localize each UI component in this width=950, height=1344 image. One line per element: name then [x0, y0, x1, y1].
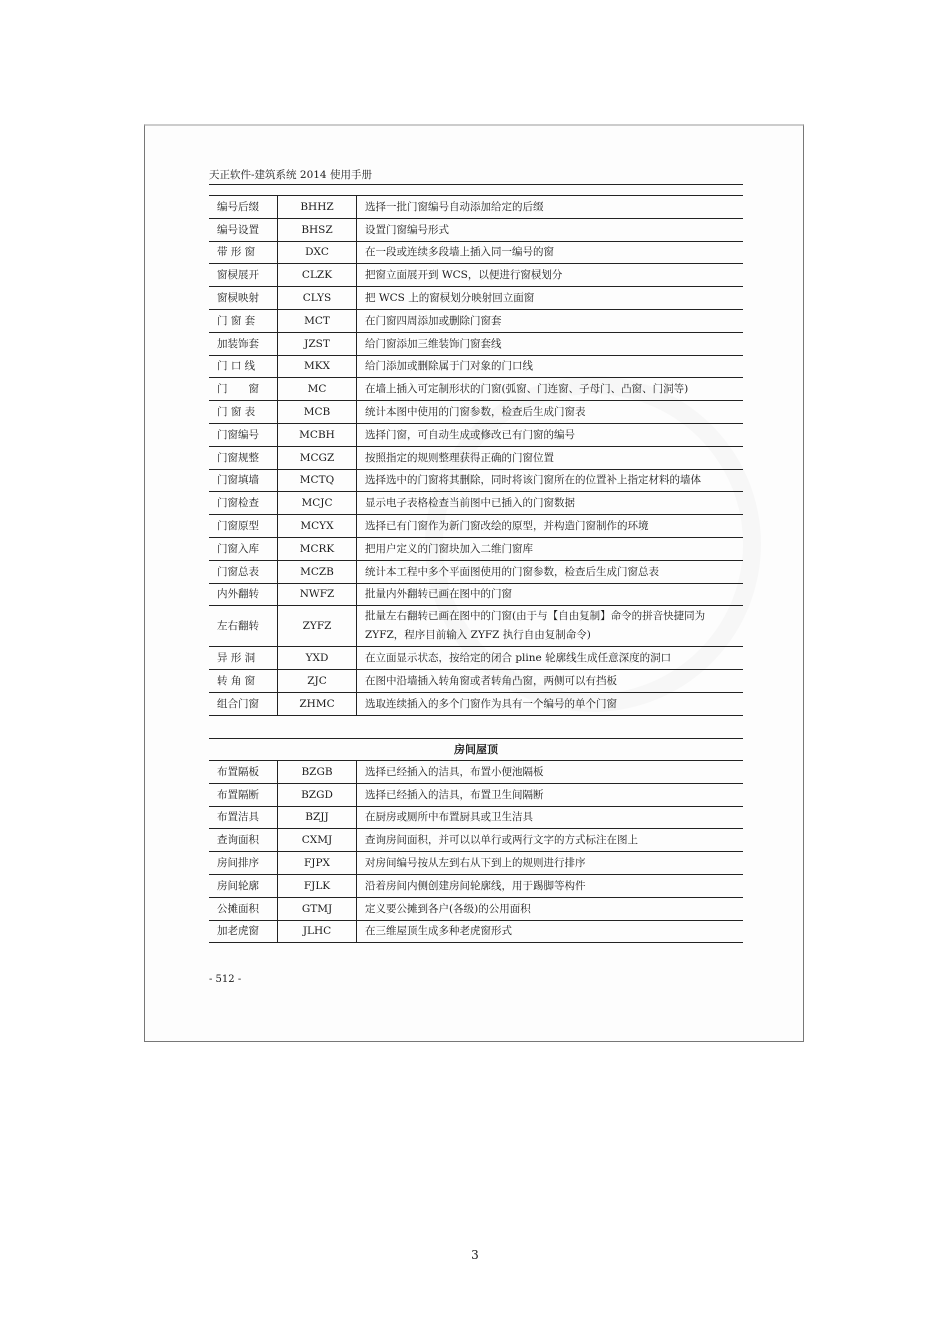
- command-name: 内外翻转: [209, 583, 278, 606]
- command-code: GTMJ: [278, 897, 357, 920]
- command-description: 在厨房或厕所中布置厨具或卫生洁具: [357, 806, 744, 829]
- command-name: 门窗检查: [209, 492, 278, 515]
- table-row: [209, 560, 743, 583]
- command-code: DXC: [278, 241, 357, 264]
- command-code: BZGD: [278, 783, 357, 806]
- command-code: BHHZ: [278, 196, 357, 219]
- command-code: CLYS: [278, 287, 357, 310]
- table-row: [209, 852, 743, 875]
- command-name: 组合门窗: [209, 692, 278, 715]
- command-description: 沿着房间内侧创建房间轮廓线，用于踢脚等构件: [357, 874, 744, 897]
- table-row: [209, 874, 743, 897]
- command-code: MCB: [278, 401, 357, 424]
- command-name: 加老虎窗: [209, 920, 278, 943]
- table-row: [209, 583, 743, 606]
- table-row: [209, 378, 743, 401]
- command-name: 查询面积: [209, 829, 278, 852]
- command-name: 门窗规整: [209, 446, 278, 469]
- command-code: MCGZ: [278, 446, 357, 469]
- command-description: 选取连续插入的多个门窗作为具有一个编号的单个门窗: [357, 692, 744, 715]
- command-name: 门窗总表: [209, 560, 278, 583]
- command-name: 门 口 线: [209, 355, 278, 378]
- manual-page-number: - 512 -: [209, 974, 242, 985]
- command-code: YXD: [278, 647, 357, 670]
- table-row: [209, 806, 743, 829]
- command-name: 编号设置: [209, 218, 278, 241]
- command-description: 显示电子表格检查当前图中已插入的门窗数据: [357, 492, 744, 515]
- command-description: 选择已经插入的洁具，布置小便池隔板: [357, 761, 744, 784]
- command-description: 按照指定的规则整理获得正确的门窗位置: [357, 446, 744, 469]
- command-code: MCTQ: [278, 469, 357, 492]
- command-name: 公摊面积: [209, 897, 278, 920]
- command-code: MCZB: [278, 560, 357, 583]
- table-row: [209, 401, 743, 424]
- command-code: BHSZ: [278, 218, 357, 241]
- table-row: [209, 218, 743, 241]
- table-row: [209, 446, 743, 469]
- command-code: MC: [278, 378, 357, 401]
- command-name: 窗棂展开: [209, 264, 278, 287]
- command-description: 选择门窗，可自动生成或修改已有门窗的编号: [357, 423, 744, 446]
- command-code: ZHMC: [278, 692, 357, 715]
- table-row: [209, 829, 743, 852]
- table-row: [209, 469, 743, 492]
- command-code: BZGB: [278, 761, 357, 784]
- command-description: 给门窗添加三维装饰门窗套线: [357, 332, 744, 355]
- command-name: 布置洁具: [209, 806, 278, 829]
- table-row: [209, 264, 743, 287]
- command-code: JLHC: [278, 920, 357, 943]
- command-code: ZYFZ: [278, 606, 357, 647]
- command-name: 编号后缀: [209, 196, 278, 219]
- command-name: 异 形 洞: [209, 647, 278, 670]
- command-description: 选择选中的门窗将其删除，同时将该门窗所在的位置补上指定材料的墙体: [357, 469, 744, 492]
- command-description: 查询房间面积，并可以以单行或两行文字的方式标注在图上: [357, 829, 744, 852]
- command-code: MCT: [278, 309, 357, 332]
- table-row: [209, 761, 743, 784]
- command-description: 批量内外翻转已画在图中的门窗: [357, 583, 744, 606]
- table-row: [209, 606, 743, 647]
- table-row: [209, 920, 743, 943]
- command-description: 选择已经插入的洁具，布置卫生间隔断: [357, 783, 744, 806]
- table-row: [209, 332, 743, 355]
- command-description: 在墙上插入可定制形状的门窗(弧窗、门连窗、子母门、凸窗、门洞等): [357, 378, 744, 401]
- document-page-number: 3: [471, 1248, 479, 1262]
- manual-running-header: 天正软件-建筑系统 2014 使用手册: [209, 166, 743, 185]
- command-code: MKX: [278, 355, 357, 378]
- command-name: 房间排序: [209, 852, 278, 875]
- command-description: 把窗立面展开到 WCS，以便进行窗棂划分: [357, 264, 744, 287]
- command-name: 门 窗: [209, 378, 278, 401]
- table-row: [209, 423, 743, 446]
- table-row: [209, 537, 743, 560]
- command-code: MCRK: [278, 537, 357, 560]
- window-commands-table: [209, 195, 743, 716]
- command-name: 门窗填墙: [209, 469, 278, 492]
- command-code: NWFZ: [278, 583, 357, 606]
- command-code: JZST: [278, 332, 357, 355]
- command-name: 门 窗 表: [209, 401, 278, 424]
- command-description: 选择已有门窗作为新门窗改绘的原型，并构造门窗制作的环境: [357, 515, 744, 538]
- command-code: CLZK: [278, 264, 357, 287]
- command-description: 设置门窗编号形式: [357, 218, 744, 241]
- section-title-room-roof: 房间屋顶: [209, 738, 743, 761]
- command-code: BZJJ: [278, 806, 357, 829]
- command-description: 选择一批门窗编号自动添加给定的后缀: [357, 196, 744, 219]
- command-description: 对房间编号按从左到右从下到上的规则进行排序: [357, 852, 744, 875]
- command-code: MCBH: [278, 423, 357, 446]
- command-name: 门窗编号: [209, 423, 278, 446]
- table-row: [209, 670, 743, 693]
- command-name: 门窗入库: [209, 537, 278, 560]
- table-row: [209, 692, 743, 715]
- command-code: MCYX: [278, 515, 357, 538]
- command-description: 批量左右翻转已画在图中的门窗(由于与【自由复制】命令的拼音快捷同为 ZYFZ，程序目前输入 ZYFZ 执行自由复制命令): [357, 606, 744, 647]
- command-description: 在立面显示状态，按给定的闭合 pline 轮廓线生成任意深度的洞口: [357, 647, 744, 670]
- command-name: 房间轮廓: [209, 874, 278, 897]
- table-row: [209, 355, 743, 378]
- command-name: 转 角 窗: [209, 670, 278, 693]
- table-row: [209, 492, 743, 515]
- command-code: FJPX: [278, 852, 357, 875]
- table-row: [209, 647, 743, 670]
- command-description: 在图中沿墙插入转角窗或者转角凸窗，两侧可以有挡板: [357, 670, 744, 693]
- command-name: 左右翻转: [209, 606, 278, 647]
- command-name: 带 形 窗: [209, 241, 278, 264]
- table-row: [209, 783, 743, 806]
- command-code: ZJC: [278, 670, 357, 693]
- table-row: [209, 897, 743, 920]
- table-row: [209, 515, 743, 538]
- command-description: 统计本工程中多个平面图使用的门窗参数，检查后生成门窗总表: [357, 560, 744, 583]
- command-description: 给门添加或删除属于门对象的门口线: [357, 355, 744, 378]
- command-description: 在一段或连续多段墙上插入同一编号的窗: [357, 241, 744, 264]
- command-description: 在门窗四周添加或删除门窗套: [357, 309, 744, 332]
- command-name: 门 窗 套: [209, 309, 278, 332]
- room-commands-table: [209, 760, 743, 943]
- command-code: FJLK: [278, 874, 357, 897]
- command-code: MCJC: [278, 492, 357, 515]
- command-description: 在三维屋顶生成多种老虎窗形式: [357, 920, 744, 943]
- table-row: [209, 196, 743, 219]
- table-row: [209, 287, 743, 310]
- command-description: 把用户定义的门窗块加入二维门窗库: [357, 537, 744, 560]
- command-name: 布置隔板: [209, 761, 278, 784]
- command-description: 把 WCS 上的窗棂划分映射回立面窗: [357, 287, 744, 310]
- command-name: 门窗原型: [209, 515, 278, 538]
- command-name: 布置隔断: [209, 783, 278, 806]
- command-description: 定义要公摊到各户(各级)的公用面积: [357, 897, 744, 920]
- command-description: 统计本图中使用的门窗参数，检查后生成门窗表: [357, 401, 744, 424]
- command-name: 窗棂映射: [209, 287, 278, 310]
- scanned-manual-page: [144, 124, 804, 1042]
- command-code: CXMJ: [278, 829, 357, 852]
- table-row: [209, 241, 743, 264]
- command-name: 加装饰套: [209, 332, 278, 355]
- table-row: [209, 309, 743, 332]
